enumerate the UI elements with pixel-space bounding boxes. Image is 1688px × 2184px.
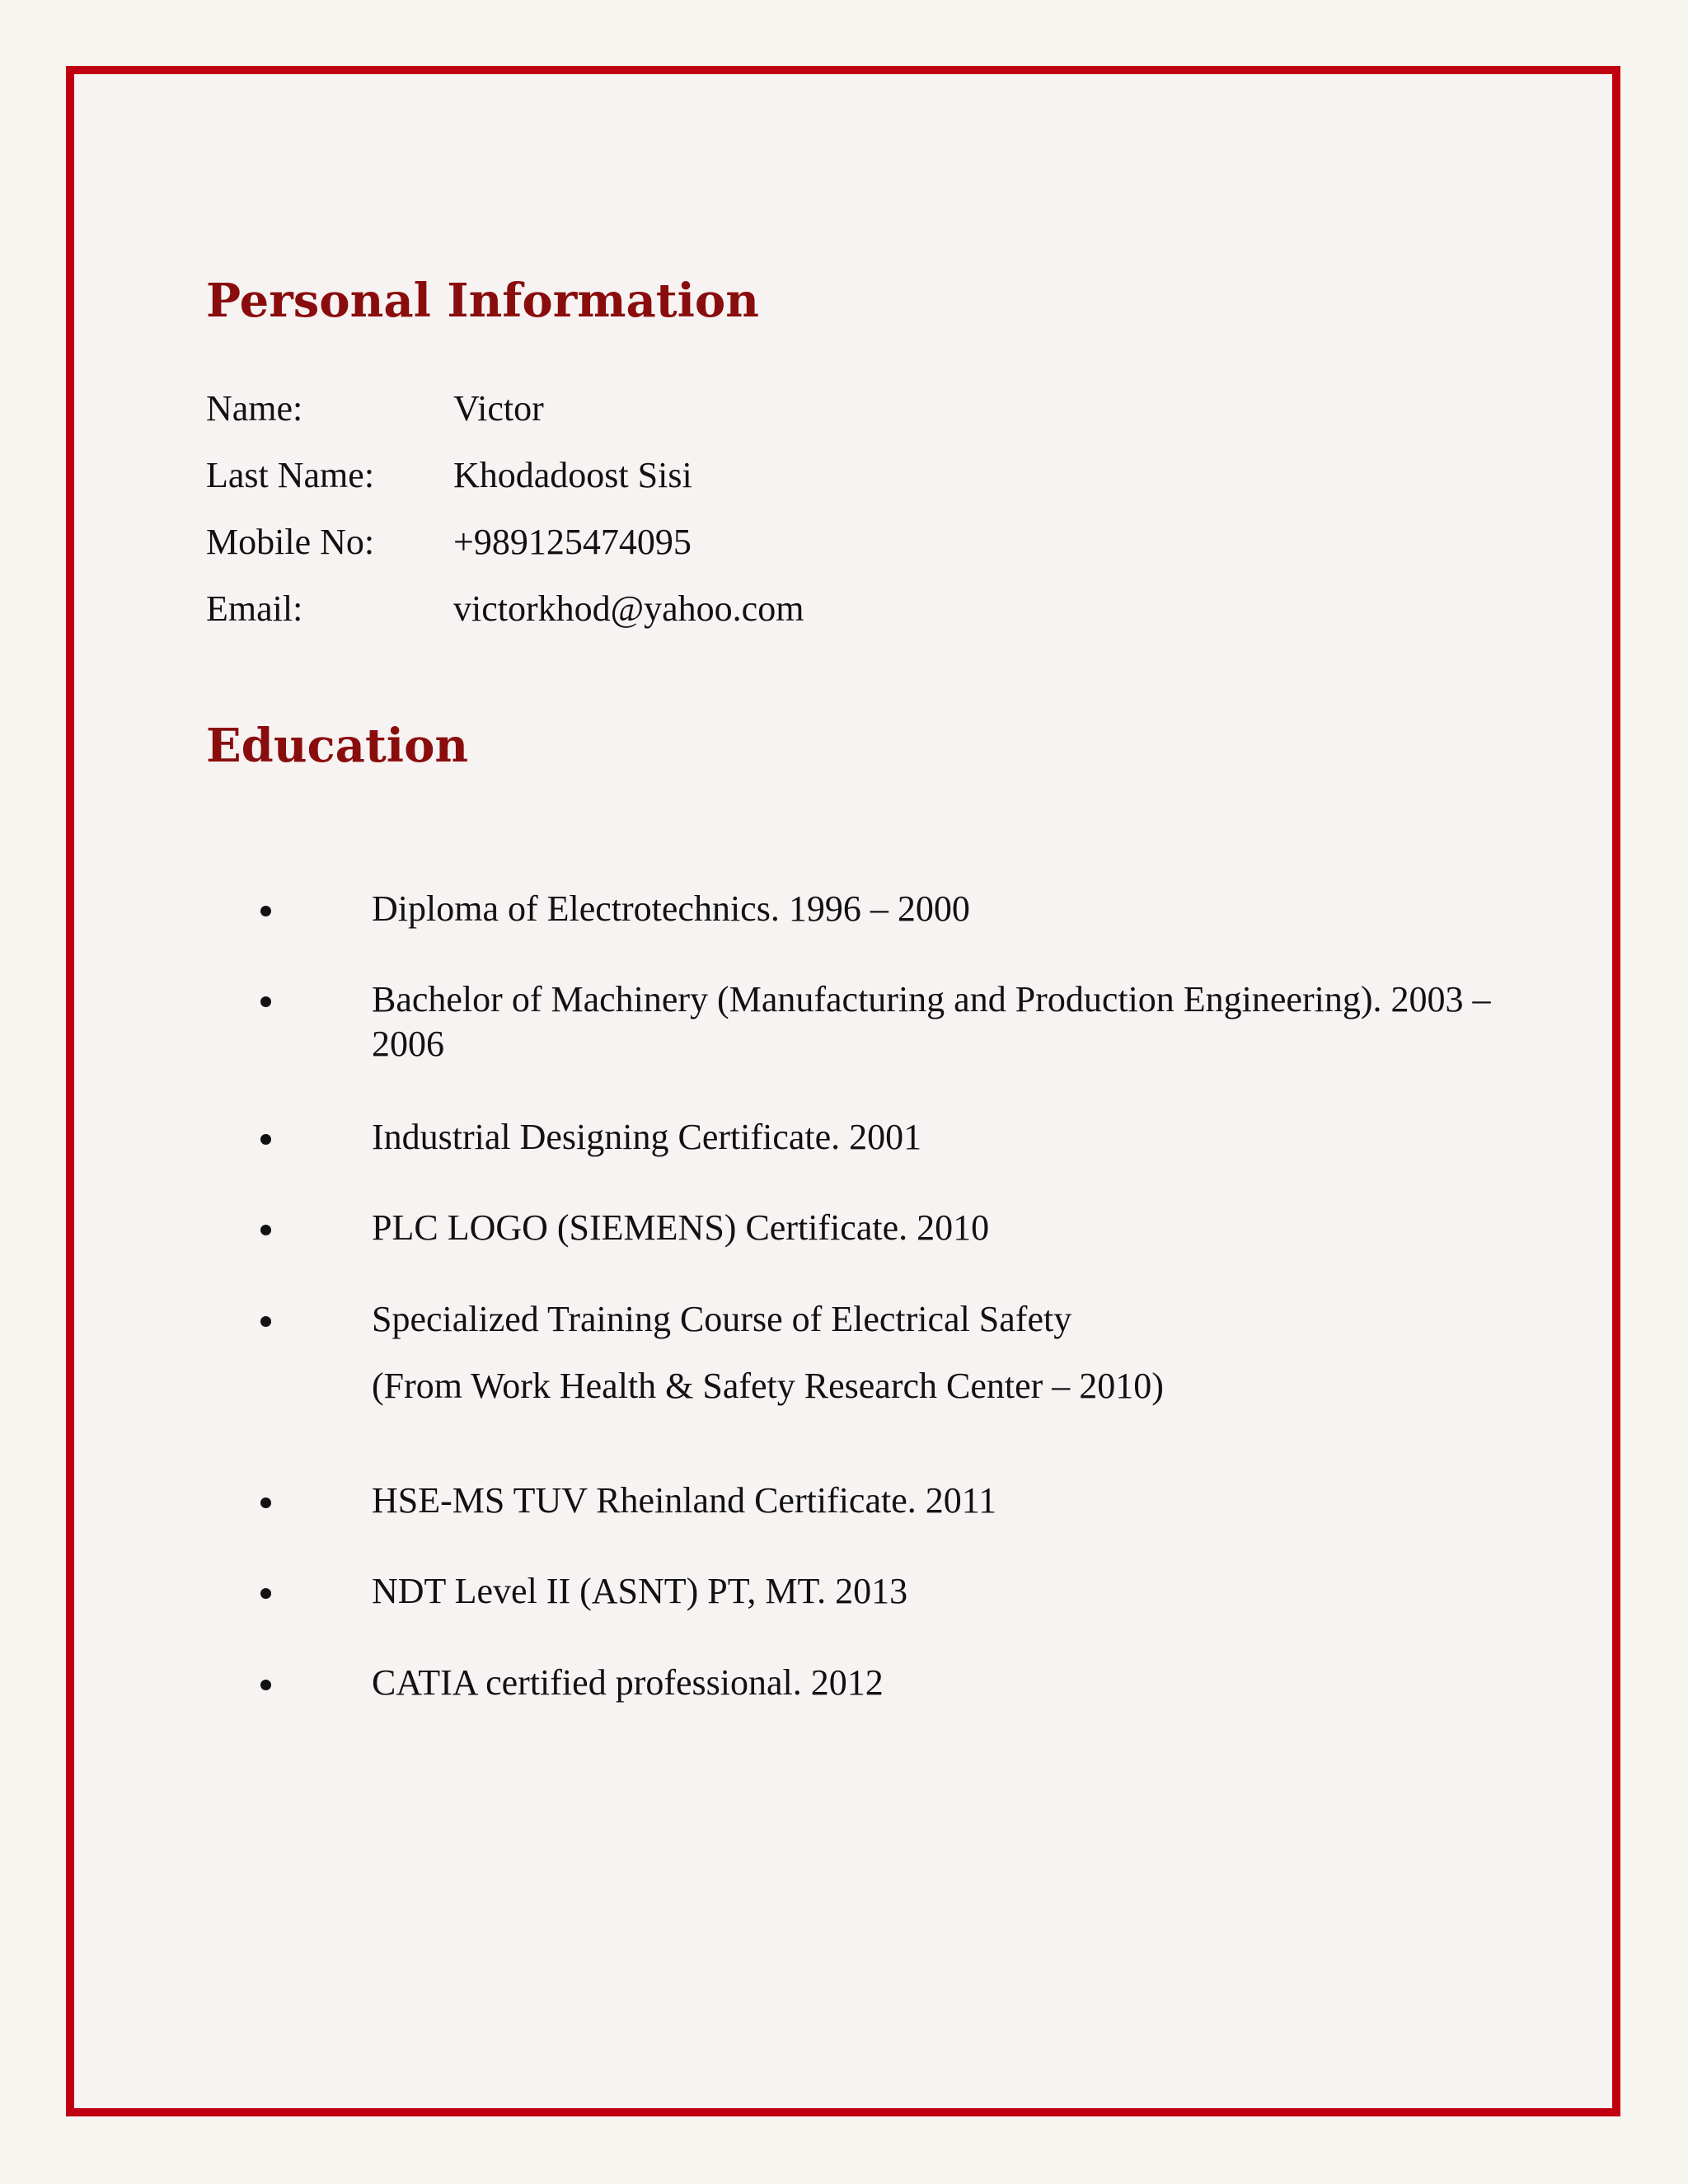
page-frame bbox=[66, 66, 1620, 2116]
info-row-email bbox=[206, 588, 804, 654]
bullet-icon bbox=[260, 1497, 271, 1508]
education-item-text: Industrial Designing Certificate. 2001 bbox=[372, 1117, 922, 1157]
name-label: Name: bbox=[206, 388, 303, 429]
education-item-text: Bachelor of Machinery (Manufacturing and Production Engineering). 2003 – 2006 bbox=[372, 979, 1491, 1064]
bullet-icon bbox=[260, 1134, 271, 1145]
education-item-text: HSE-MS TUV Rheinland Certificate. 2011 bbox=[372, 1480, 997, 1521]
education-item bbox=[206, 1115, 1574, 1160]
bullet-icon bbox=[260, 1588, 271, 1599]
education-item-text: Specialized Training Course of Electrical Safety bbox=[372, 1299, 1072, 1339]
education-item bbox=[206, 1569, 1574, 1614]
education-item-text: PLC LOGO (SIEMENS) Certificate. 2010 bbox=[372, 1207, 990, 1248]
education-item bbox=[206, 1661, 1574, 1705]
email-label: Email: bbox=[206, 588, 303, 629]
bullet-icon bbox=[260, 1225, 271, 1235]
last-name-value: Khodadoost Sisi bbox=[453, 455, 692, 495]
bullet-icon bbox=[260, 1680, 271, 1690]
education-item-text: Diploma of Electrotechnics. 1996 – 2000 bbox=[372, 888, 970, 929]
education-heading: Education bbox=[206, 719, 469, 773]
education-item-subtext: (From Work Health & Safety Research Center – 2010) bbox=[372, 1366, 1164, 1406]
education-item bbox=[206, 1297, 1574, 1408]
mobile-value: +989125474095 bbox=[453, 522, 692, 562]
education-item-text: CATIA certified professional. 2012 bbox=[372, 1662, 884, 1703]
education-item bbox=[206, 1206, 1574, 1250]
bullet-icon bbox=[260, 1316, 271, 1327]
mobile-label: Mobile No: bbox=[206, 522, 375, 562]
education-item bbox=[206, 887, 1574, 931]
personal-information-heading: Personal Information bbox=[206, 274, 759, 328]
bullet-icon bbox=[260, 906, 271, 916]
last-name-label: Last Name: bbox=[206, 455, 375, 495]
personal-info-table bbox=[206, 387, 804, 654]
info-row-mobile bbox=[206, 521, 804, 588]
bullet-icon bbox=[260, 996, 271, 1007]
email-value: victorkhod@yahoo.com bbox=[453, 588, 804, 629]
info-row-last-name bbox=[206, 454, 804, 521]
education-item bbox=[206, 977, 1574, 1066]
info-row-name bbox=[206, 387, 804, 454]
education-item bbox=[206, 1479, 1574, 1523]
education-item-text: NDT Level II (ASNT) PT, MT. 2013 bbox=[372, 1571, 908, 1611]
name-value: Victor bbox=[453, 388, 544, 429]
